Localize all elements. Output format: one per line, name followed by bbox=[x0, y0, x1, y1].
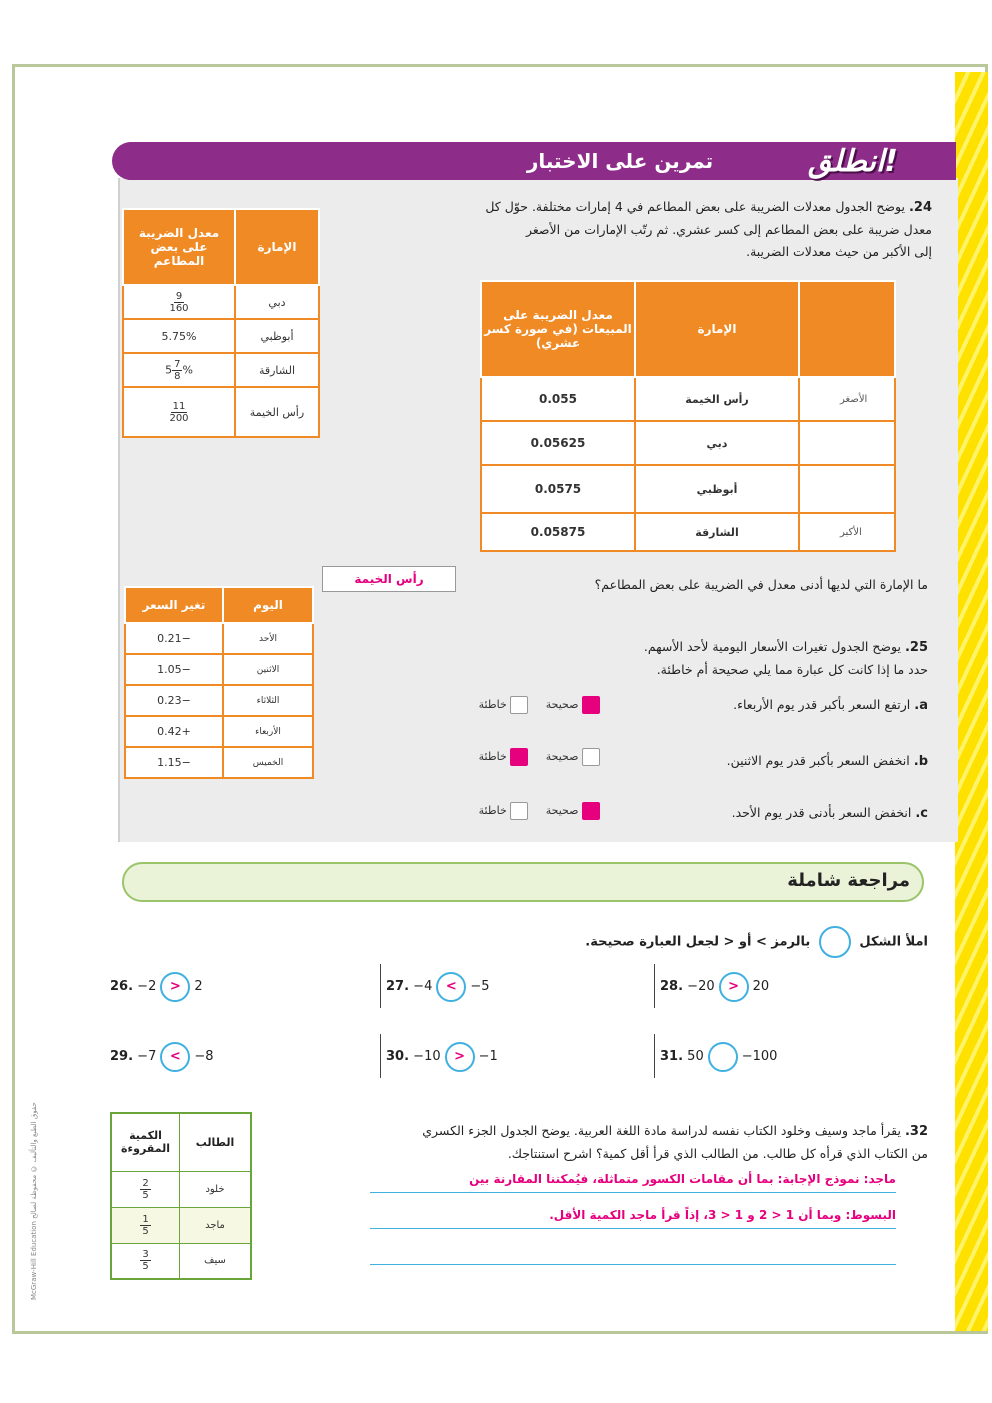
header-student: الطالب bbox=[180, 1113, 252, 1171]
banner-go-label: انطلق! bbox=[808, 144, 898, 179]
compare-circle[interactable]: < bbox=[160, 1042, 190, 1072]
q32-answer-line1: ماجد: نموذج الإجابة: بما أن مقامات الكسور متماثلة، فيُمكننا المقارنة بين bbox=[469, 1172, 896, 1186]
cell-change: −1.05 bbox=[125, 654, 223, 685]
statement-a-choices: صحيحة خاطئة bbox=[430, 694, 600, 716]
answer-decimal: 0.055 bbox=[481, 377, 635, 421]
cell-amount: $\frac{2}{5}$ bbox=[111, 1171, 180, 1207]
empty-circle-icon bbox=[819, 926, 851, 958]
cell-student: خلود bbox=[180, 1171, 252, 1207]
review-instruction: املأ الشكل بالرمز > أو < لجعل العبارة صحيحة. bbox=[520, 926, 928, 956]
false-checkbox[interactable] bbox=[510, 748, 528, 766]
header-emirate: الإمارة bbox=[235, 209, 319, 285]
q24-answer-table bbox=[480, 280, 896, 552]
q24-line2: معدل ضريبة على بعض المطاعم إلى كسر عشري. ثم رتّب الإمارات من الأصغر bbox=[526, 222, 932, 237]
compare-circle[interactable]: > bbox=[445, 1042, 475, 1072]
q25-number: 25. bbox=[904, 640, 928, 655]
compare-item-31: 31. 50 −100 bbox=[660, 1040, 860, 1074]
cell-rate: 5.75% bbox=[123, 319, 235, 353]
compare-item-27: 27. −4 < −5 bbox=[386, 970, 586, 1004]
copyright-note: McGraw-Hill Education حقوق الطبع والتأليف © محفوظة لصالح bbox=[30, 1102, 38, 1300]
cell-change: −0.21 bbox=[125, 623, 223, 654]
compare-circle[interactable]: > bbox=[719, 972, 749, 1002]
cell-change: +0.42 bbox=[125, 716, 223, 747]
cell-student: ماجد bbox=[180, 1207, 252, 1243]
review-title: مراجعة شاملة bbox=[787, 870, 910, 891]
answer-line bbox=[370, 1192, 896, 1193]
q24-line3: إلى الأكبر من حيث معدلات الضريبة. bbox=[746, 244, 932, 259]
answer-decimal: 0.05625 bbox=[481, 421, 635, 465]
header-decimal: معدل الضريبة على المبيعات (في صورة كسر عشري) bbox=[481, 281, 635, 377]
q24-answer-value: رأس الخيمة bbox=[354, 572, 424, 586]
header-amount: الكمية المقروءة bbox=[111, 1113, 180, 1171]
q25-line2: حدد ما إذا كانت كل عبارة مما يلي صحيحة أم خاطئة. bbox=[656, 662, 928, 677]
cell-emirate: دبي bbox=[235, 285, 319, 319]
q32-answer-line2: البسوط: وبما أن 1 < 2 و 1 < 3، إذاً قرأ ماجد الكمية الأقل. bbox=[549, 1208, 896, 1222]
statement-a: a. ارتفع السعر بأكبر قدر يوم الأربعاء. bbox=[733, 697, 928, 713]
true-checkbox[interactable] bbox=[582, 696, 600, 714]
q32-number: 32. bbox=[904, 1124, 928, 1139]
cell-day: الأربعاء bbox=[223, 716, 313, 747]
statement-c-choices: صحيحة خاطئة bbox=[430, 800, 600, 822]
rank-label bbox=[799, 421, 895, 465]
answer-emirate: دبي bbox=[635, 421, 799, 465]
q24-number: 24. bbox=[908, 200, 932, 215]
cell-day: الثلاثاء bbox=[223, 685, 313, 716]
answer-emirate: الشارقة bbox=[635, 513, 799, 551]
divider bbox=[654, 1034, 655, 1078]
cell-student: سيف bbox=[180, 1243, 252, 1279]
statement-c: c. انخفض السعر بأدنى قدر يوم الأحد. bbox=[731, 805, 928, 821]
cell-change: −1.15 bbox=[125, 747, 223, 778]
compare-circle[interactable]: > bbox=[160, 972, 190, 1002]
cell-rate: 5 $\frac{7}{8}$ % bbox=[123, 353, 235, 387]
q32-text bbox=[288, 1120, 928, 1164]
compare-item-29: 29. −7 < −8 bbox=[110, 1040, 310, 1074]
cell-amount: $\frac{3}{5}$ bbox=[111, 1243, 180, 1279]
q32-line1: يقرأ ماجد وسيف وخلود الكتاب نفسه لدراسة مادة اللغة العربية. يوضح الجدول الجزء الكسري bbox=[422, 1123, 901, 1138]
header-day: اليوم bbox=[223, 587, 313, 623]
answer-emirate: أبوظبي bbox=[635, 465, 799, 513]
q24-text bbox=[332, 196, 932, 262]
statement-b: b. انخفض السعر بأكبر قدر يوم الاثنين. bbox=[726, 753, 928, 769]
banner-title: تمرين على الاختبار bbox=[526, 149, 714, 173]
cell-day: الاثنين bbox=[223, 654, 313, 685]
q24-line1: يوضح الجدول معدلات الضريبة على بعض المطاعم في 4 إمارات مختلفة. حوّل كل bbox=[485, 199, 905, 214]
divider bbox=[654, 964, 655, 1008]
divider bbox=[380, 964, 381, 1008]
cell-amount: $\frac{1}{5}$ bbox=[111, 1207, 180, 1243]
rank-label: الأصغر bbox=[799, 377, 895, 421]
q25-line1: يوضح الجدول تغيرات الأسعار اليومية لأحد الأسهم. bbox=[643, 639, 901, 654]
q32-reading-table bbox=[110, 1112, 252, 1280]
cell-rate: $\frac{11}{200}$ bbox=[123, 387, 235, 437]
statement-b-choices: صحيحة خاطئة bbox=[430, 746, 600, 768]
answer-line bbox=[370, 1228, 896, 1229]
header-emirate: الإمارة bbox=[635, 281, 799, 377]
false-checkbox[interactable] bbox=[510, 802, 528, 820]
cell-emirate: الشارقة bbox=[235, 353, 319, 387]
decorative-stripe bbox=[955, 72, 988, 1331]
true-checkbox[interactable] bbox=[582, 802, 600, 820]
rank-label bbox=[799, 465, 895, 513]
q25-price-table bbox=[124, 586, 314, 779]
answer-line bbox=[370, 1264, 896, 1265]
q25-text bbox=[420, 636, 928, 680]
true-checkbox[interactable] bbox=[582, 748, 600, 766]
divider bbox=[380, 1034, 381, 1078]
q24-answer-field[interactable] bbox=[322, 566, 456, 592]
answer-emirate: رأس الخيمة bbox=[635, 377, 799, 421]
cell-change: −0.23 bbox=[125, 685, 223, 716]
cell-emirate: رأس الخيمة bbox=[235, 387, 319, 437]
compare-circle[interactable] bbox=[708, 1042, 738, 1072]
answer-decimal: 0.0575 bbox=[481, 465, 635, 513]
false-checkbox[interactable] bbox=[510, 696, 528, 714]
header-tax-rate: معدل الضريبة على بعض المطاعم bbox=[123, 209, 235, 285]
cell-day: الأحد bbox=[223, 623, 313, 654]
q24-question: ما الإمارة التي لديها أدنى معدل في الضريبة على بعض المطاعم؟ bbox=[594, 577, 928, 592]
compare-item-26: 26. −2 > 2 bbox=[110, 970, 310, 1004]
q32-line2: من الكتاب الذي قرأه كل طالب. من الطالب الذي قرأ أقل كمية؟ اشرح استنتاجك. bbox=[507, 1146, 928, 1161]
header-blank bbox=[799, 281, 895, 377]
cell-day: الخميس bbox=[223, 747, 313, 778]
compare-item-30: 30. −10 > −1 bbox=[386, 1040, 586, 1074]
header-change: تغير السعر bbox=[125, 587, 223, 623]
compare-item-28: 28. −20 > 20 bbox=[660, 970, 860, 1004]
answer-decimal: 0.05875 bbox=[481, 513, 635, 551]
compare-circle[interactable]: < bbox=[436, 972, 466, 1002]
q24-source-table bbox=[122, 208, 320, 438]
rank-label: الأكبر bbox=[799, 513, 895, 551]
cell-emirate: أبوظبي bbox=[235, 319, 319, 353]
cell-rate: $\frac{9}{160}$ bbox=[123, 285, 235, 319]
